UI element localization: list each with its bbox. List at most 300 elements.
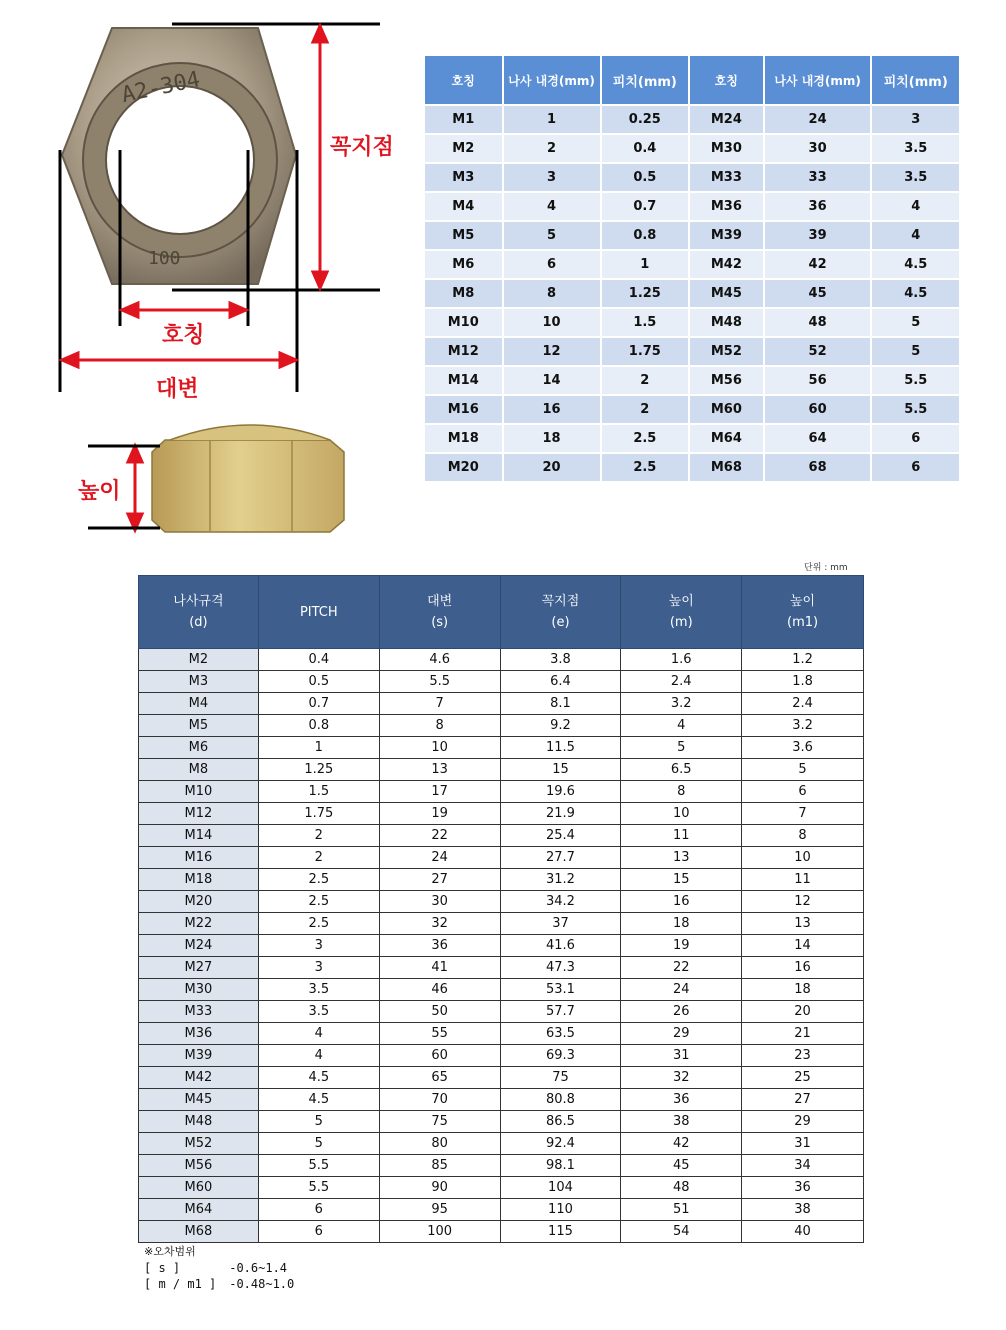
table-cell: 36 [765, 193, 873, 222]
table-cell: M33 [690, 164, 765, 193]
table-cell: 20 [504, 454, 602, 483]
table-row [139, 913, 864, 935]
table-cell: 6 [872, 425, 961, 454]
table-row [139, 957, 864, 979]
table-cell: 39 [765, 222, 873, 251]
tolerance-key: [ s ] [144, 1261, 181, 1275]
table-cell: 5 [621, 737, 742, 759]
table-cell: 104 [500, 1177, 621, 1199]
table-row [425, 164, 961, 193]
tolerance-key: [ m / m1 ] [144, 1277, 217, 1291]
table-row [425, 367, 961, 396]
table-cell: M24 [139, 935, 259, 957]
table-cell: 6 [258, 1221, 379, 1243]
table-cell: 31.2 [500, 869, 621, 891]
table-cell: 2 [258, 825, 379, 847]
table-cell: 85 [379, 1155, 500, 1177]
table-cell: M12 [425, 338, 504, 367]
table-cell: 52 [765, 338, 873, 367]
table-cell: M6 [139, 737, 259, 759]
table-row [139, 1089, 864, 1111]
table-cell: 31 [621, 1045, 742, 1067]
table-row [139, 869, 864, 891]
table-cell: 6.5 [621, 759, 742, 781]
table-row [425, 280, 961, 309]
table-cell: 29 [621, 1023, 742, 1045]
header-pitch: 피치(mm) [602, 56, 690, 106]
header-nominal: 호칭 [425, 56, 504, 106]
table-row [139, 781, 864, 803]
table-cell: 1.25 [258, 759, 379, 781]
table-cell: 37 [500, 913, 621, 935]
tolerance-row-s [144, 1260, 294, 1276]
table-cell: 2.5 [602, 454, 690, 483]
table-cell: 15 [621, 869, 742, 891]
table-cell: M8 [425, 280, 504, 309]
table-cell: M5 [139, 715, 259, 737]
table-cell: M39 [139, 1045, 259, 1067]
table-cell: 1.75 [258, 803, 379, 825]
table-cell: 5 [872, 309, 961, 338]
table-cell: 5 [258, 1133, 379, 1155]
table-cell: 5 [504, 222, 602, 251]
table-row [139, 891, 864, 913]
table-row [139, 1133, 864, 1155]
table-cell: 51 [621, 1199, 742, 1221]
table-cell: 8.1 [500, 693, 621, 715]
table-cell: 27 [742, 1089, 864, 1111]
table-row [139, 671, 864, 693]
table-cell: M45 [139, 1089, 259, 1111]
table-cell: 9.2 [500, 715, 621, 737]
table-cell: 92.4 [500, 1133, 621, 1155]
table-cell: 4.5 [872, 251, 961, 280]
table-row [139, 1001, 864, 1023]
table-cell: 36 [621, 1089, 742, 1111]
table-cell: 7 [742, 803, 864, 825]
column-header-symbol: (s) [431, 615, 449, 630]
table-row [139, 715, 864, 737]
table-cell: 86.5 [500, 1111, 621, 1133]
table-cell: 40 [742, 1221, 864, 1243]
table-cell: 95 [379, 1199, 500, 1221]
table-row [139, 1177, 864, 1199]
table-cell: 24 [765, 106, 873, 135]
table-cell: 48 [765, 309, 873, 338]
nut-illustration [0, 0, 420, 540]
thread-pitch-table [425, 56, 961, 483]
table-cell: 45 [765, 280, 873, 309]
table-row [425, 135, 961, 164]
table-cell: 1.25 [602, 280, 690, 309]
column-header-symbol: (m) [669, 615, 693, 630]
table-cell: M48 [139, 1111, 259, 1133]
unit-note: 단위 : mm [804, 563, 848, 573]
table-cell: M45 [690, 280, 765, 309]
table-cell: M30 [139, 979, 259, 1001]
table-cell: M2 [425, 135, 504, 164]
table-cell: 47.3 [500, 957, 621, 979]
table-cell: 75 [379, 1111, 500, 1133]
table-cell: 1 [504, 106, 602, 135]
table-cell: 10 [504, 309, 602, 338]
table-cell: M27 [139, 957, 259, 979]
column-header [621, 576, 742, 649]
table-cell: 4 [872, 222, 961, 251]
table-cell: 45 [621, 1155, 742, 1177]
table-cell: 3 [872, 106, 961, 135]
header-nominal-2: 호칭 [690, 56, 765, 106]
table-cell: M3 [425, 164, 504, 193]
table-cell: M18 [139, 869, 259, 891]
table-cell: M60 [139, 1177, 259, 1199]
table-cell: 18 [621, 913, 742, 935]
table-cell: 29 [742, 1111, 864, 1133]
table-row [139, 1199, 864, 1221]
table-row [139, 1023, 864, 1045]
table-cell: 3 [504, 164, 602, 193]
table-row [139, 1045, 864, 1067]
table-cell: 13 [379, 759, 500, 781]
table-cell: 68 [765, 454, 873, 483]
table-cell: 5.5 [872, 396, 961, 425]
table-cell: 2.5 [258, 869, 379, 891]
column-header [379, 576, 500, 649]
table-cell: 1.5 [602, 309, 690, 338]
table-cell: 22 [379, 825, 500, 847]
column-header [139, 576, 259, 649]
table-cell: 2.4 [742, 693, 864, 715]
table-cell: 32 [379, 913, 500, 935]
table-row [139, 935, 864, 957]
table-cell: 5 [872, 338, 961, 367]
table-cell: 4 [872, 193, 961, 222]
table-cell: M20 [425, 454, 504, 483]
table-cell: 8 [504, 280, 602, 309]
table-cell: 3.5 [872, 135, 961, 164]
hex-nut-side-view [152, 425, 344, 532]
table-row [139, 1111, 864, 1133]
table-cell: 10 [621, 803, 742, 825]
table-cell: 16 [621, 891, 742, 913]
table-cell: 38 [621, 1111, 742, 1133]
table-row [425, 251, 961, 280]
table-cell: 2 [602, 396, 690, 425]
table-cell: 65 [379, 1067, 500, 1089]
table-cell: 19.6 [500, 781, 621, 803]
table-cell: 2 [258, 847, 379, 869]
table-cell: 30 [765, 135, 873, 164]
table-cell: 50 [379, 1001, 500, 1023]
table-cell: 1.8 [742, 671, 864, 693]
table-cell: 23 [742, 1045, 864, 1067]
table-cell: M14 [139, 825, 259, 847]
table-row [425, 425, 961, 454]
table-cell: 5.5 [872, 367, 961, 396]
column-header-title: 높이 [668, 594, 694, 609]
table-cell: M56 [139, 1155, 259, 1177]
nut-marking-top: A2-304 [119, 67, 203, 109]
table-cell: M14 [425, 367, 504, 396]
table-cell: 22 [621, 957, 742, 979]
table-cell: 19 [621, 935, 742, 957]
table-cell: 2.5 [258, 913, 379, 935]
table-cell: M18 [425, 425, 504, 454]
table-cell: 42 [621, 1133, 742, 1155]
column-header-symbol: (e) [551, 615, 570, 630]
table-cell: M2 [139, 649, 259, 671]
table-cell: 10 [742, 847, 864, 869]
table-cell: M8 [139, 759, 259, 781]
table-cell: 19 [379, 803, 500, 825]
table-cell: M56 [690, 367, 765, 396]
table-cell: 26 [621, 1001, 742, 1023]
table-cell: 3 [258, 957, 379, 979]
table-cell: 14 [742, 935, 864, 957]
table-cell: 63.5 [500, 1023, 621, 1045]
table-cell: 15 [500, 759, 621, 781]
table-cell: 1.75 [602, 338, 690, 367]
table-cell: M22 [139, 913, 259, 935]
table-cell: 4 [621, 715, 742, 737]
table-cell: 18 [504, 425, 602, 454]
column-header [258, 576, 379, 649]
table-cell: 0.8 [258, 715, 379, 737]
table-cell: M64 [139, 1199, 259, 1221]
table-cell: 115 [500, 1221, 621, 1243]
table-cell: 64 [765, 425, 873, 454]
table-cell: 13 [742, 913, 864, 935]
table-cell: 5.5 [379, 671, 500, 693]
table-cell: 0.7 [602, 193, 690, 222]
column-header-title: 대변 [427, 594, 453, 609]
column-header-symbol: (d) [189, 615, 208, 630]
table-cell: M68 [139, 1221, 259, 1243]
table-cell: 5 [258, 1111, 379, 1133]
nominal-dimension-label: 호칭 [162, 323, 205, 348]
table-cell: 1 [258, 737, 379, 759]
table-cell: 12 [504, 338, 602, 367]
table-cell: 100 [379, 1221, 500, 1243]
table-cell: M4 [425, 193, 504, 222]
table-cell: M42 [139, 1067, 259, 1089]
tolerance-title: ※오차범위 [144, 1245, 196, 1258]
table-cell: 5 [742, 759, 864, 781]
table-cell: 3.6 [742, 737, 864, 759]
column-header-symbol: (m1) [787, 615, 819, 630]
height-dimension-label: 높이 [78, 479, 121, 504]
table-cell: 53.1 [500, 979, 621, 1001]
table-cell: M3 [139, 671, 259, 693]
table-row [425, 106, 961, 135]
table-cell: M36 [690, 193, 765, 222]
table-cell: 7 [379, 693, 500, 715]
header-inner-diameter-2: 나사 내경(mm) [765, 56, 873, 106]
table-cell: 60 [379, 1045, 500, 1067]
tolerance-value: -0.48~1.0 [229, 1277, 295, 1291]
table-cell: 10 [379, 737, 500, 759]
table-cell: 36 [742, 1177, 864, 1199]
table-cell: 41.6 [500, 935, 621, 957]
table-cell: 2.5 [602, 425, 690, 454]
table-cell: M4 [139, 693, 259, 715]
table-cell: 54 [621, 1221, 742, 1243]
table-cell: 34 [742, 1155, 864, 1177]
table-cell: 0.25 [602, 106, 690, 135]
table-row [139, 1155, 864, 1177]
table-row [425, 222, 961, 251]
table-cell: M24 [690, 106, 765, 135]
table-cell: 4 [258, 1045, 379, 1067]
table-cell: M12 [139, 803, 259, 825]
table-row [425, 309, 961, 338]
table-cell: 6 [742, 781, 864, 803]
table-cell: M6 [425, 251, 504, 280]
table-cell: M20 [139, 891, 259, 913]
tolerance-note [144, 1244, 294, 1292]
table-row [425, 454, 961, 483]
table-cell: 6 [258, 1199, 379, 1221]
table-cell: M10 [425, 309, 504, 338]
table-cell: M48 [690, 309, 765, 338]
table-cell: 80.8 [500, 1089, 621, 1111]
table-cell: 98.1 [500, 1155, 621, 1177]
table-cell: M52 [690, 338, 765, 367]
flat-dimension-label: 대변 [156, 377, 199, 402]
column-header [742, 576, 864, 649]
header-pitch-2: 피치(mm) [872, 56, 961, 106]
table-cell: M52 [139, 1133, 259, 1155]
table-cell: 1.6 [621, 649, 742, 671]
table-cell: 46 [379, 979, 500, 1001]
table-cell: 17 [379, 781, 500, 803]
table-cell: 3.8 [500, 649, 621, 671]
table-row [425, 338, 961, 367]
table-cell: 25 [742, 1067, 864, 1089]
table-cell: M33 [139, 1001, 259, 1023]
table-cell: 0.5 [258, 671, 379, 693]
table-cell: M68 [690, 454, 765, 483]
column-header-title: 높이 [790, 594, 816, 609]
table-cell: 4 [258, 1023, 379, 1045]
table-cell: 3.5 [872, 164, 961, 193]
table-row [139, 1221, 864, 1243]
table-cell: 30 [379, 891, 500, 913]
header-inner-diameter: 나사 내경(mm) [504, 56, 602, 106]
table-cell: 2.5 [258, 891, 379, 913]
column-header-title: PITCH [299, 604, 338, 620]
table-cell: 8 [742, 825, 864, 847]
table-cell: 21.9 [500, 803, 621, 825]
table-cell: 4.5 [258, 1067, 379, 1089]
table-cell: M30 [690, 135, 765, 164]
table-cell: 5.5 [258, 1177, 379, 1199]
table-cell: 70 [379, 1089, 500, 1111]
table-row [139, 847, 864, 869]
table-cell: 34.2 [500, 891, 621, 913]
nut-diagram [0, 0, 420, 540]
table-cell: 6 [872, 454, 961, 483]
table-cell: 75 [500, 1067, 621, 1089]
table-cell: 16 [742, 957, 864, 979]
table-cell: 110 [500, 1199, 621, 1221]
table-cell: M16 [425, 396, 504, 425]
table-cell: 12 [742, 891, 864, 913]
tolerance-row-m [144, 1276, 294, 1292]
table-cell: 20 [742, 1001, 864, 1023]
hex-nut-dimension-table [138, 575, 864, 1243]
table-row [139, 979, 864, 1001]
table-cell: 32 [621, 1067, 742, 1089]
table-row [425, 193, 961, 222]
table-cell: 11 [742, 869, 864, 891]
table-cell: 42 [765, 251, 873, 280]
table-cell: 3 [258, 935, 379, 957]
table-cell: 3.2 [621, 693, 742, 715]
tolerance-value: -0.6~1.4 [229, 1261, 288, 1275]
table-cell: 2 [602, 367, 690, 396]
table-cell: 0.8 [602, 222, 690, 251]
table-cell: 57.7 [500, 1001, 621, 1023]
table-cell: 24 [379, 847, 500, 869]
table-cell: M16 [139, 847, 259, 869]
table-cell: 18 [742, 979, 864, 1001]
corner-dimension-label: 꼭지점 [330, 135, 394, 160]
table-cell: 38 [742, 1199, 864, 1221]
table-cell: M1 [425, 106, 504, 135]
table-cell: 2 [504, 135, 602, 164]
table-cell: 13 [621, 847, 742, 869]
table-cell: 36 [379, 935, 500, 957]
table-cell: 3.2 [742, 715, 864, 737]
table-cell: 8 [621, 781, 742, 803]
table-cell: 21 [742, 1023, 864, 1045]
table-cell: 4.5 [258, 1089, 379, 1111]
table-cell: 3.5 [258, 1001, 379, 1023]
table-cell: 5.5 [258, 1155, 379, 1177]
table-cell: 56 [765, 367, 873, 396]
table-row [139, 737, 864, 759]
table-cell: 11 [621, 825, 742, 847]
table-cell: M39 [690, 222, 765, 251]
table-cell: M64 [690, 425, 765, 454]
table-cell: 80 [379, 1133, 500, 1155]
table-row [425, 396, 961, 425]
table-cell: 55 [379, 1023, 500, 1045]
table-cell: 25.4 [500, 825, 621, 847]
table-cell: 2.4 [621, 671, 742, 693]
table-cell: 69.3 [500, 1045, 621, 1067]
table-cell: 4 [504, 193, 602, 222]
table-cell: 48 [621, 1177, 742, 1199]
column-header [500, 576, 621, 649]
table-cell: 24 [621, 979, 742, 1001]
table-row [139, 803, 864, 825]
table-cell: 4.6 [379, 649, 500, 671]
table-cell: 6 [504, 251, 602, 280]
table-cell: 16 [504, 396, 602, 425]
table-cell: 0.7 [258, 693, 379, 715]
table-cell: 90 [379, 1177, 500, 1199]
table-cell: 8 [379, 715, 500, 737]
table-cell: 14 [504, 367, 602, 396]
table-row [139, 693, 864, 715]
table-cell: 0.4 [602, 135, 690, 164]
table-row [139, 759, 864, 781]
table-cell: 0.4 [258, 649, 379, 671]
table-cell: 0.5 [602, 164, 690, 193]
table-cell: 33 [765, 164, 873, 193]
